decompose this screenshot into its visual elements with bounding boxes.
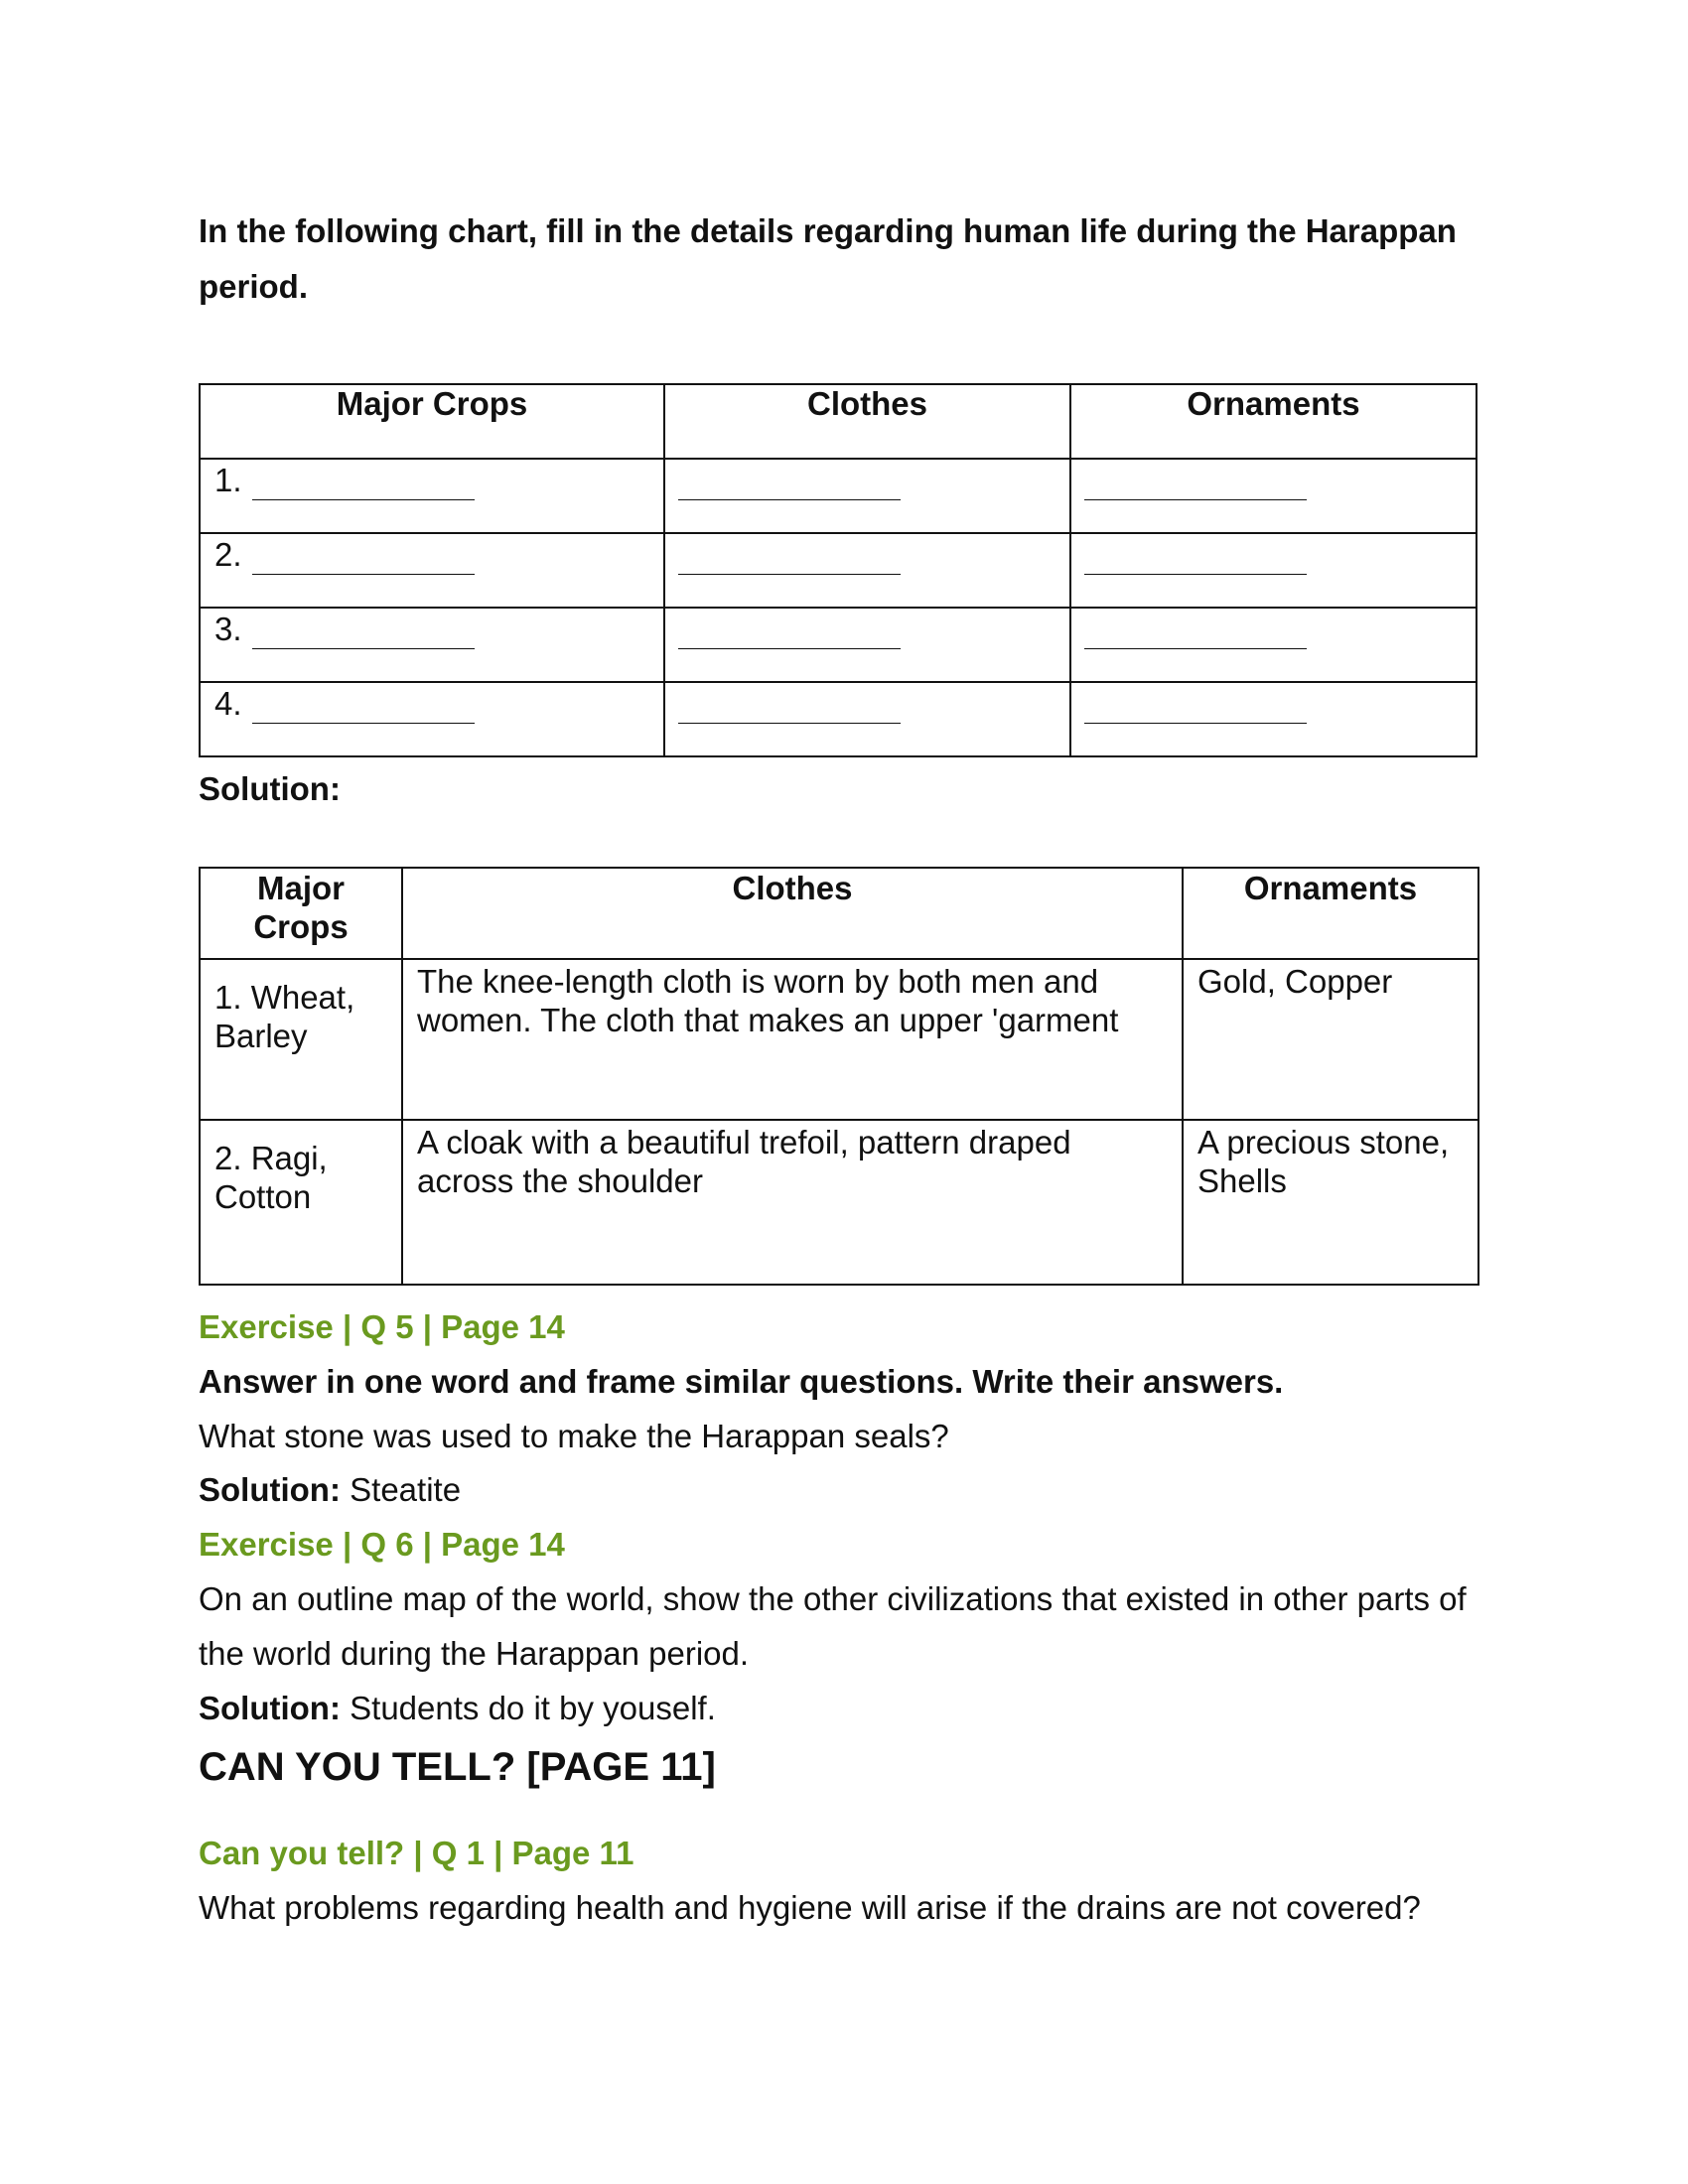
header-clothes: Clothes [664,384,1070,459]
section-heading: CAN YOU TELL? [PAGE 11] [199,1745,716,1789]
fill-in-blank [252,499,475,500]
cell-line: across the shoulder [417,1162,703,1199]
blank-chart-header-row [200,384,1477,459]
blank-chart-row [200,459,1477,533]
solution-label: Solution: [199,1471,341,1508]
intro-line-1: In the following chart, fill in the details regarding human life during the Harappan [199,212,1457,249]
solution-table [199,867,1479,1286]
fill-in-blank [678,574,901,575]
ornaments-cell [1183,959,1478,1120]
cell-line: A cloak with a beautiful trefoil, pattern draped [417,1124,1071,1160]
blank-crops-cell [200,608,664,682]
ornaments-cell [1183,1120,1478,1285]
fill-in-blank [678,648,901,649]
q5-instruction: Answer in one word and frame similar questions. Write their answers. [199,1363,1284,1400]
cell-line: Barley [214,1018,308,1054]
solution-label: Solution: [199,770,341,807]
crops-cell [200,959,402,1120]
fill-in-blank [252,723,475,724]
solution-header-row [200,868,1478,959]
exercise-q5-heading[interactable]: Exercise | Q 5 | Page 14 [199,1308,565,1345]
blank-crops-cell [200,682,664,756]
solution-text: Steatite [340,1471,462,1508]
cell-line: Gold, Copper [1197,963,1393,1000]
cell-line: Cotton [214,1178,312,1215]
solution-text: Students do it by youself. [340,1690,716,1726]
q6-question-line-2: the world during the Harappan period. [199,1635,750,1672]
blank-chart-table [199,383,1477,757]
blank-ornaments-cell [1070,682,1477,756]
intro-paragraph [199,204,1489,315]
blank-crops-cell [200,459,664,533]
row-number: 1. [214,462,242,498]
table-row [200,959,1478,1120]
blank-chart-row [200,608,1477,682]
row-number: 3. [214,611,242,647]
blank-clothes-cell [664,533,1070,608]
blank-clothes-cell [664,608,1070,682]
clothes-cell [402,959,1183,1120]
fill-in-blank [678,499,901,500]
cell-line: 1. Wheat, [214,979,355,1016]
blank-clothes-cell [664,459,1070,533]
cell-line: women. The cloth that makes an upper 'garment [417,1002,1119,1038]
q5-question: What stone was used to make the Harappan seals? [199,1418,949,1454]
header-ornaments: Ornaments [1183,868,1478,959]
row-number: 4. [214,685,242,722]
fill-in-blank [1084,723,1307,724]
table-row [200,1120,1478,1285]
intro-line-2: period. [199,268,309,305]
blank-ornaments-cell [1070,459,1477,533]
exercise-q6-heading[interactable]: Exercise | Q 6 | Page 14 [199,1526,565,1563]
crops-cell [200,1120,402,1285]
blank-clothes-cell [664,682,1070,756]
cell-line: 2. Ragi, [214,1140,328,1176]
fill-in-blank [252,648,475,649]
header-major-crops [200,868,402,959]
blank-ornaments-cell [1070,608,1477,682]
fill-in-blank [678,723,901,724]
blank-chart-row [200,533,1477,608]
fill-in-blank [252,574,475,575]
row-number: 2. [214,536,242,573]
solution-label: Solution: [199,1690,341,1726]
cell-line: A precious stone, [1197,1124,1450,1160]
fill-in-blank [1084,499,1307,500]
q6-question-line-1: On an outline map of the world, show the other civilizations that existed in other parts of [199,1580,1467,1617]
q5-solution [199,1471,461,1509]
cell-line: The knee-length cloth is worn by both men and [417,963,1099,1000]
cyt-q1-question: What problems regarding health and hygiene will arise if the drains are not covered? [199,1889,1421,1926]
header-crops-line: Crops [253,908,349,945]
can-you-tell-q1-heading[interactable]: Can you tell? | Q 1 | Page 11 [199,1835,634,1871]
blank-ornaments-cell [1070,533,1477,608]
fill-in-blank [1084,648,1307,649]
blank-crops-cell [200,533,664,608]
header-major-crops: Major Crops [200,384,664,459]
q6-solution [199,1690,716,1727]
cell-line: Shells [1197,1162,1287,1199]
fill-in-blank [1084,574,1307,575]
blank-chart-row [200,682,1477,756]
header-clothes: Clothes [402,868,1183,959]
clothes-cell [402,1120,1183,1285]
header-crops-line: Major [256,870,345,906]
header-ornaments: Ornaments [1070,384,1477,459]
